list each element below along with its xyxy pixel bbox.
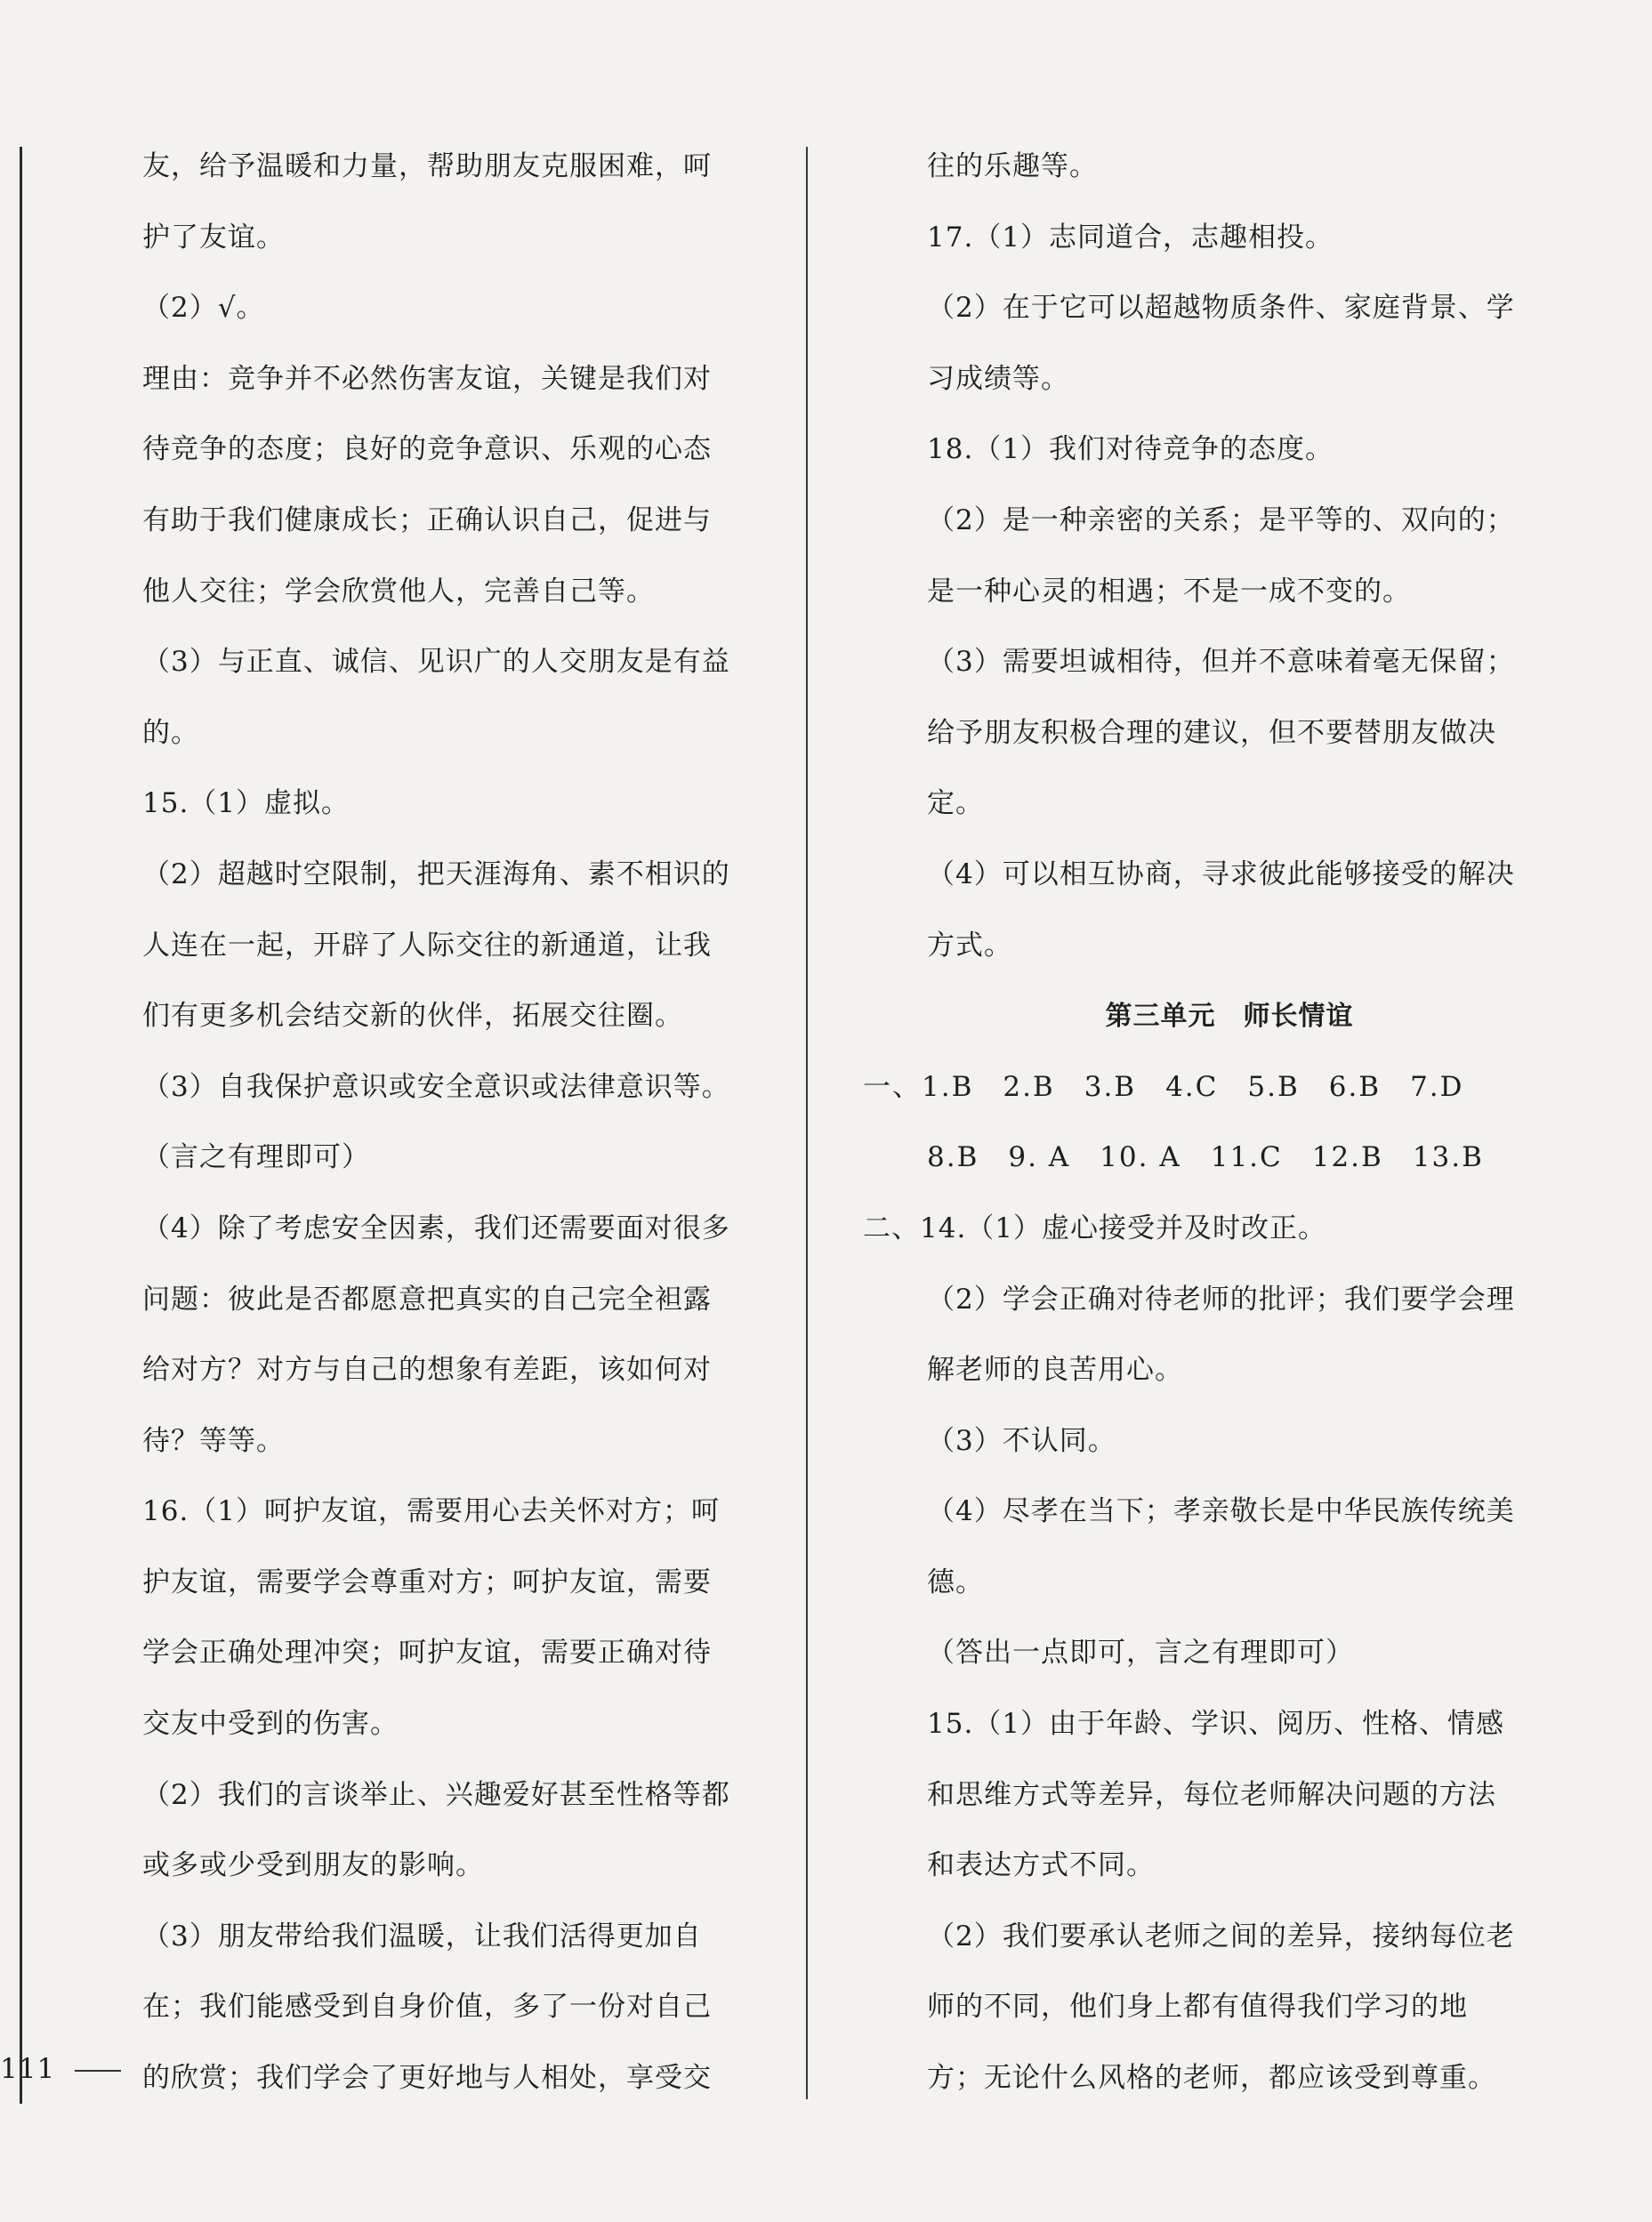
text-line: 解老师的良苦用心。 — [927, 1354, 1183, 1387]
text-line: 他人交往；学会欣赏他人，完善自己等。 — [142, 575, 655, 608]
text-line: 给予朋友积极合理的建议，但不要替朋友做决 — [927, 716, 1496, 749]
text-line: （2）超越时空限制，把天涯海角、素不相识的 — [142, 857, 730, 890]
text-line: 理由：竞争并不必然伤害友谊，关键是我们对 — [142, 362, 712, 395]
text-line: （2）学会正确对待老师的批评；我们要学会理 — [927, 1283, 1515, 1316]
text-line: 们有更多机会结交新的伙伴，拓展交往圈。 — [142, 1000, 683, 1033]
text-line: 学会正确处理冲突；呵护友谊，需要正确对待 — [142, 1637, 712, 1670]
text-line: 或多或少受到朋友的影响。 — [142, 1849, 484, 1882]
text-line: 交友中受到的伤害。 — [142, 1708, 399, 1741]
text-line: 有助于我们健康成长；正确认识自己，促进与 — [142, 503, 712, 536]
unit-heading: 第三单元 师长情谊 — [1105, 1001, 1354, 1033]
text-line: 在；我们能感受到自身价值，多了一份对自己 — [142, 1991, 712, 2024]
text-line: 待竞争的态度；良好的竞争意识、乐观的心态 — [142, 433, 712, 466]
text-line: （2）我们要承认老师之间的差异，接纳每位老 — [927, 1920, 1515, 1952]
text-line: 是一种心灵的相遇；不是一成不变的。 — [927, 575, 1411, 608]
text-line: 方式。 — [927, 929, 1012, 962]
text-line: （4）除了考虑安全因素，我们还需要面对很多 — [142, 1212, 730, 1244]
page-footer — [0, 2053, 121, 2085]
mc-answers-line-2: 8.B 9. A 10. A 11.C 12.B 13.B — [927, 1141, 1484, 1174]
text-line: 15.（1）虚拟。 — [142, 787, 351, 820]
text-line: 的欣赏；我们学会了更好地与人相处，享受交 — [142, 2062, 712, 2095]
text-line: 方；无论什么风格的老师，都应该受到尊重。 — [927, 2062, 1496, 2095]
text-line: （言之有理即可） — [142, 1141, 370, 1174]
text-line: 习成绩等。 — [927, 362, 1069, 395]
text-line: 18.（1）我们对待竞争的态度。 — [927, 433, 1334, 466]
q14-line: 二、14.（1）虚心接受并及时改正。 — [863, 1212, 1327, 1244]
text-line: （2）是一种亲密的关系；是平等的、双向的； — [927, 503, 1515, 536]
left-column — [142, 132, 765, 2114]
text-line: 17.（1）志同道合，志趣相投。 — [927, 221, 1334, 254]
text-line: 待？等等。 — [142, 1424, 285, 1457]
text-line: （4）尽孝在当下；孝亲敬长是中华民族传统美 — [927, 1495, 1515, 1528]
right-column — [863, 132, 1532, 2114]
text-line: （3）与正直、诚信、见识广的人交朋友是有益 — [142, 646, 730, 679]
text-line: 给对方？对方与自己的想象有差距，该如何对 — [142, 1354, 712, 1387]
text-line: 16.（1）呵护友谊，需要用心去关怀对方；呵 — [142, 1495, 721, 1528]
text-line: （4）可以相互协商，寻求彼此能够接受的解决 — [927, 857, 1515, 890]
text-line: 师的不同，他们身上都有值得我们学习的地 — [927, 1991, 1468, 2024]
text-line: （2）在于它可以超越物质条件、家庭背景、学 — [927, 292, 1515, 325]
text-line: 往的乐趣等。 — [927, 150, 1098, 182]
text-line: 和表达方式不同。 — [927, 1849, 1155, 1882]
text-line: 的。 — [142, 716, 199, 749]
text-line: （3）需要坦诚相待，但并不意味着毫无保留； — [927, 646, 1515, 679]
text-line: 人连在一起，开辟了人际交往的新通道，让我 — [142, 929, 712, 962]
text-line: 和思维方式等差异，每位老师解决问题的方法 — [927, 1778, 1496, 1811]
mc-answers-line-1: 一、1.B 2.B 3.B 4.C 5.B 6.B 7.D — [863, 1070, 1464, 1103]
text-line: 护友谊，需要学会尊重对方；呵护友谊，需要 — [142, 1566, 712, 1598]
text-line: 友，给予温暖和力量，帮助朋友克服困难，呵 — [142, 150, 712, 182]
text-line: 护了友谊。 — [142, 221, 285, 254]
text-line: （3）自我保护意识或安全意识或法律意识等。 — [142, 1070, 730, 1103]
text-line: （3）朋友带给我们温暖，让我们活得更加自 — [142, 1920, 702, 1952]
text-line: （答出一点即可，言之有理即可） — [927, 1637, 1354, 1670]
text-line: （3）不认同。 — [927, 1424, 1116, 1457]
left-margin-rule — [20, 147, 22, 2104]
text-line: （2）我们的言谈举止、兴趣爱好甚至性格等都 — [142, 1778, 730, 1811]
text-line: （2）√。 — [142, 292, 265, 325]
text-line: 问题：彼此是否都愿意把真实的自己完全袒露 — [142, 1283, 712, 1316]
column-divider — [806, 147, 808, 2099]
page-number: 111 — [0, 2053, 56, 2085]
text-line: 定。 — [927, 787, 984, 820]
text-line: 德。 — [927, 1566, 984, 1598]
text-line: 15.（1）由于年龄、学识、阅历、性格、情感 — [927, 1708, 1505, 1741]
footer-dash — [75, 2070, 121, 2072]
